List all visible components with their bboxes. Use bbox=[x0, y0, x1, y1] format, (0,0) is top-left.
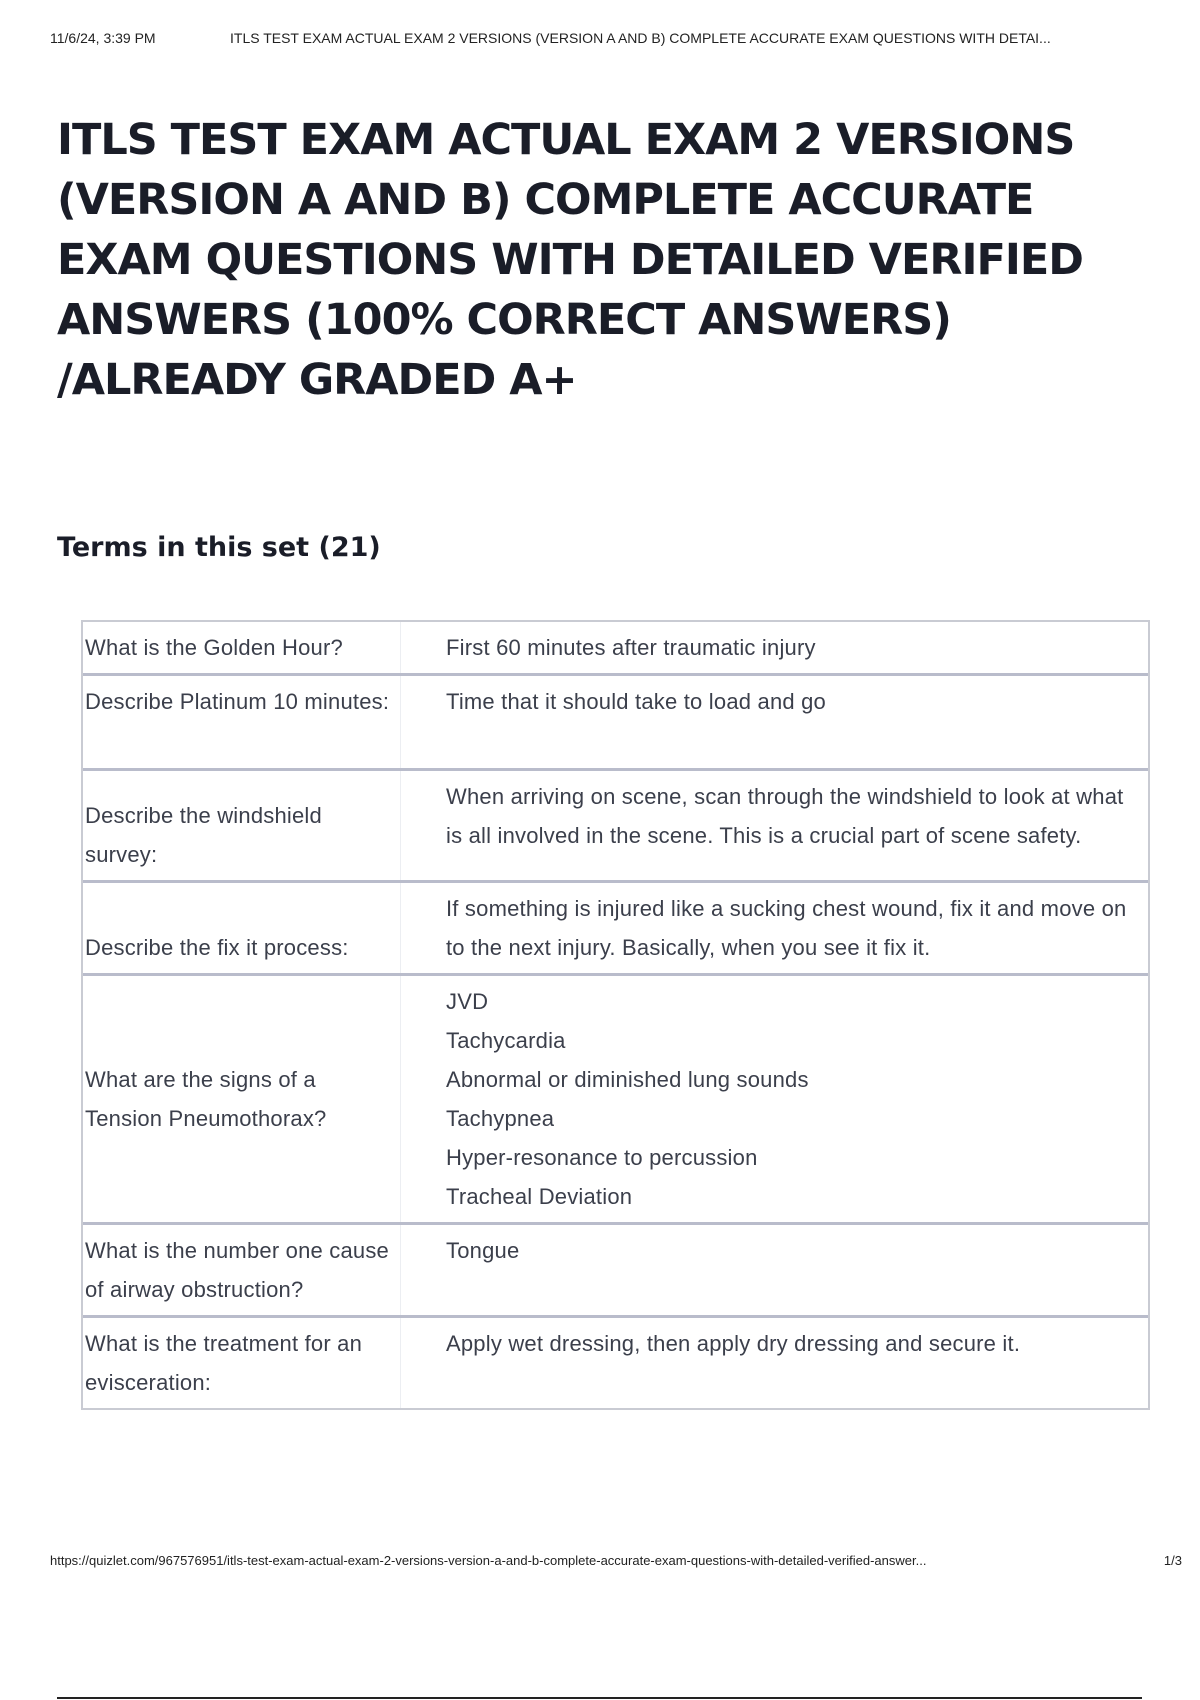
term-text: Describe the windshield survey: bbox=[83, 771, 401, 880]
source-url: https://quizlet.com/967576951/itls-test-exam-actual-exam-2-versions-version-a-and-b-complete-accurate-exam-questions-with-detailed-verified-answer... bbox=[50, 1553, 927, 1568]
terms-table bbox=[81, 620, 1150, 1410]
definition-line: If something is injured like a sucking chest wound, fix it and move on to the next injury. Basically, when you see it fix it. bbox=[446, 896, 1127, 960]
definition-line: JVD bbox=[446, 989, 489, 1014]
term-row bbox=[83, 622, 1148, 676]
definition-text bbox=[401, 976, 1148, 1222]
print-doc-title: ITLS TEST EXAM ACTUAL EXAM 2 VERSIONS (VERSION A AND B) COMPLETE ACCURATE EXAM QUESTIONS WITH DETAI... bbox=[230, 30, 1051, 46]
page-title: ITLS TEST EXAM ACTUAL EXAM 2 VERSIONS (VERSION A AND B) COMPLETE ACCURATE EXAM QUESTIONS WITH DETAILED VERIFIED ANSWERS (100% CORRECT ANSWERS) /ALREADY GRADED A+ bbox=[57, 115, 1083, 405]
definition-text bbox=[401, 622, 1148, 673]
term-row bbox=[83, 771, 1148, 883]
definition-line: Tongue bbox=[446, 1238, 520, 1263]
term-row bbox=[83, 1225, 1148, 1318]
bottom-divider bbox=[57, 1697, 1142, 1699]
term-text: What is the treatment for an evisceration: bbox=[83, 1318, 401, 1408]
definition-text bbox=[401, 676, 1148, 768]
term-text: Describe Platinum 10 minutes: bbox=[83, 676, 401, 768]
term-row bbox=[83, 676, 1148, 771]
term-text: Describe the fix it process: bbox=[83, 883, 401, 973]
definition-text bbox=[401, 1318, 1148, 1408]
definition-line: First 60 minutes after traumatic injury bbox=[446, 635, 816, 660]
terms-heading: Terms in this set (21) bbox=[57, 532, 381, 563]
page-number: 1/3 bbox=[1163, 1553, 1182, 1568]
term-text: What is the number one cause of airway obstruction? bbox=[83, 1225, 401, 1315]
term-row bbox=[83, 976, 1148, 1225]
print-datetime: 11/6/24, 3:39 PM bbox=[50, 30, 156, 46]
definition-text bbox=[401, 771, 1148, 880]
definition-line: When arriving on scene, scan through the windshield to look at what is all involved in the scene. This is a crucial part of scene safety. bbox=[446, 784, 1124, 848]
definition-line: Tachycardia bbox=[446, 1028, 566, 1053]
term-row bbox=[83, 883, 1148, 976]
definition-line: Tracheal Deviation bbox=[446, 1184, 633, 1209]
definition-text bbox=[401, 883, 1148, 973]
definition-line: Abnormal or diminished lung sounds bbox=[446, 1067, 809, 1092]
term-text: What is the Golden Hour? bbox=[83, 622, 401, 673]
definition-line: Apply wet dressing, then apply dry dressing and secure it. bbox=[446, 1331, 1021, 1356]
definition-line: Tachypnea bbox=[446, 1106, 555, 1131]
definition-line: Hyper-resonance to percussion bbox=[446, 1145, 758, 1170]
term-text: What are the signs of a Tension Pneumothorax? bbox=[83, 976, 401, 1222]
definition-line: Time that it should take to load and go bbox=[446, 689, 826, 714]
term-row bbox=[83, 1318, 1148, 1408]
definition-text bbox=[401, 1225, 1148, 1315]
